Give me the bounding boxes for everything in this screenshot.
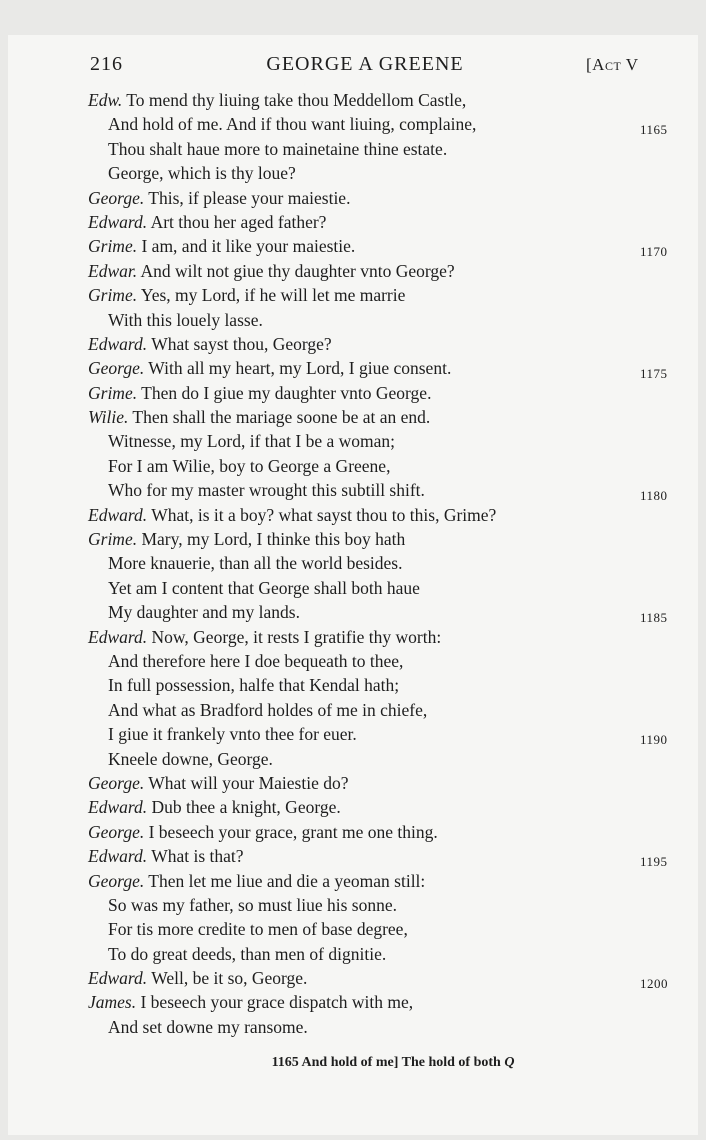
speech-text: Yes, my Lord, if he will let me marrie bbox=[137, 285, 406, 306]
line-text bbox=[108, 454, 390, 478]
speaker-name: James. bbox=[88, 992, 137, 1013]
line-text bbox=[88, 966, 307, 990]
speech-text: Witnesse, my Lord, if that I be a woman; bbox=[108, 431, 395, 452]
verse-line bbox=[0, 795, 706, 819]
verse-line bbox=[0, 332, 706, 356]
line-text bbox=[88, 210, 326, 234]
speech-text: For tis more credite to men of base degree, bbox=[108, 919, 408, 940]
speech-text: I am, and it like your maiestie. bbox=[137, 236, 356, 257]
speech-text: George, which is thy loue? bbox=[108, 163, 296, 184]
verse-line bbox=[0, 429, 706, 453]
footnote-text: 1165 And hold of me] The hold of both bbox=[271, 1055, 505, 1070]
line-number: 1200 bbox=[640, 976, 668, 992]
speech-text: Well, be it so, George. bbox=[147, 968, 308, 989]
speech-text: And set downe my ransome. bbox=[108, 1016, 308, 1037]
speaker-name: Edward. bbox=[88, 797, 148, 818]
line-text bbox=[88, 625, 441, 649]
verse-line bbox=[0, 454, 706, 478]
verse-line bbox=[0, 356, 706, 380]
speech-text: Then do I giue my daughter vnto George. bbox=[137, 382, 432, 403]
verse-line bbox=[0, 649, 706, 673]
line-text bbox=[108, 308, 263, 332]
verse-line bbox=[0, 990, 706, 1014]
speech-text: I beseech your grace, grant me one thing. bbox=[144, 821, 438, 842]
verse-line bbox=[0, 137, 706, 161]
speech-text: And wilt not giue thy daughter vnto George? bbox=[137, 260, 455, 281]
verse-line bbox=[0, 893, 706, 917]
speaker-name: Grime. bbox=[88, 529, 138, 550]
speech-text: My daughter and my lands. bbox=[108, 602, 300, 623]
speech-text: Then let me liue and die a yeoman still: bbox=[144, 870, 426, 891]
speaker-name: Edward. bbox=[88, 968, 148, 989]
speech-text: I beseech your grace dispatch with me, bbox=[136, 992, 414, 1013]
line-text bbox=[88, 259, 455, 283]
speaker-name: Edward. bbox=[88, 626, 148, 647]
speech-text: Art thou her aged father? bbox=[147, 211, 327, 232]
speaker-name: Edward. bbox=[88, 333, 148, 354]
speech-text: What is that? bbox=[147, 846, 244, 867]
line-text bbox=[88, 527, 405, 551]
line-text bbox=[108, 161, 296, 185]
line-text bbox=[108, 698, 427, 722]
verse-line bbox=[0, 503, 706, 527]
speaker-name: George. bbox=[88, 870, 145, 891]
footnote-siglum: Q bbox=[504, 1055, 515, 1070]
speech-text: And what as Bradford holdes of me in chiefe, bbox=[108, 699, 428, 720]
speech-text: Mary, my Lord, I thinke this boy hath bbox=[137, 529, 406, 550]
speech-text: With all my heart, my Lord, I giue consent. bbox=[144, 358, 452, 379]
line-text bbox=[88, 381, 431, 405]
speech-text: Now, George, it rests I gratifie thy worth: bbox=[147, 626, 442, 647]
speaker-name: Edward. bbox=[88, 504, 148, 525]
page-header bbox=[0, 50, 706, 80]
line-text bbox=[108, 722, 357, 746]
line-text bbox=[88, 503, 496, 527]
line-text bbox=[108, 942, 386, 966]
verse-line bbox=[0, 747, 706, 771]
verse-line bbox=[0, 942, 706, 966]
speech-text: For I am Wilie, boy to George a Greene, bbox=[108, 455, 391, 476]
footnote bbox=[40, 1055, 706, 1071]
verse-line bbox=[0, 527, 706, 551]
speech-text: Dub thee a knight, George. bbox=[147, 797, 341, 818]
verse-line bbox=[0, 820, 706, 844]
verse-line bbox=[0, 722, 706, 746]
line-text bbox=[88, 771, 349, 795]
speech-text: To mend thy liuing take thou Meddellom Castle, bbox=[122, 90, 467, 110]
speaker-name: George. bbox=[88, 358, 145, 379]
speaker-name: Edward. bbox=[88, 211, 148, 232]
line-text bbox=[108, 112, 476, 136]
speaker-name: Edward. bbox=[88, 846, 148, 867]
verse-line bbox=[0, 259, 706, 283]
line-text bbox=[88, 990, 413, 1014]
verse-line bbox=[0, 771, 706, 795]
verse-line bbox=[0, 283, 706, 307]
verse-line bbox=[0, 234, 706, 258]
line-text bbox=[88, 356, 451, 380]
speech-text: With this louely lasse. bbox=[108, 309, 263, 330]
speech-text: More knauerie, than all the world besides. bbox=[108, 553, 403, 574]
line-text bbox=[108, 649, 403, 673]
line-text bbox=[108, 747, 273, 771]
verse-line bbox=[0, 381, 706, 405]
speech-text: This, if please your maiestie. bbox=[144, 187, 351, 208]
speaker-name: George. bbox=[88, 821, 145, 842]
line-text bbox=[88, 869, 425, 893]
speech-text: To do great deeds, than men of dignitie. bbox=[108, 943, 387, 964]
line-text bbox=[108, 673, 399, 697]
line-text bbox=[108, 429, 395, 453]
verse-line bbox=[0, 576, 706, 600]
speech-text: And therefore here I doe bequeath to thee, bbox=[108, 650, 404, 671]
line-text bbox=[88, 88, 466, 112]
speaker-name: Edw. bbox=[88, 90, 123, 110]
speech-text: Thou shalt haue more to mainetaine thine estate. bbox=[108, 138, 448, 159]
line-text bbox=[88, 844, 244, 868]
verse-line bbox=[0, 112, 706, 136]
verse-line bbox=[0, 308, 706, 332]
speech-text: And hold of me. And if thou want liuing, complaine, bbox=[108, 114, 477, 135]
line-number: 1165 bbox=[640, 122, 668, 138]
line-number: 1180 bbox=[640, 488, 668, 504]
verse-line bbox=[0, 210, 706, 234]
page-number: 216 bbox=[90, 53, 123, 75]
verse-line bbox=[0, 478, 706, 502]
verse-line bbox=[0, 186, 706, 210]
speech-text: Then shall the mariage soone be at an end. bbox=[128, 407, 431, 428]
line-text bbox=[88, 405, 430, 429]
running-title: GEORGE A GREENE bbox=[266, 53, 464, 75]
verse-line bbox=[0, 869, 706, 893]
speech-text: What will your Maiestie do? bbox=[144, 772, 349, 793]
line-text bbox=[108, 917, 408, 941]
speaker-name: George. bbox=[88, 772, 145, 793]
line-text bbox=[108, 551, 403, 575]
speaker-name: Grime. bbox=[88, 285, 138, 306]
act-label: [Act V bbox=[586, 55, 639, 74]
line-text bbox=[88, 186, 350, 210]
speaker-name: George. bbox=[88, 187, 145, 208]
speech-text: So was my father, so must liue his sonne. bbox=[108, 894, 397, 915]
verse-line bbox=[0, 698, 706, 722]
speaker-name: Grime. bbox=[88, 382, 138, 403]
verse-line bbox=[0, 917, 706, 941]
verse-line bbox=[0, 405, 706, 429]
verse-line bbox=[0, 966, 706, 990]
speech-text: In full possession, halfe that Kendal hath; bbox=[108, 675, 400, 696]
speech-text: What, is it a boy? what sayst thou to this, Grime? bbox=[147, 504, 497, 525]
speaker-name: Wilie. bbox=[88, 407, 129, 428]
line-number: 1185 bbox=[640, 610, 668, 626]
verse-line bbox=[0, 625, 706, 649]
verse-line bbox=[0, 600, 706, 624]
line-text bbox=[108, 600, 300, 624]
line-text bbox=[88, 332, 332, 356]
verse-line bbox=[0, 88, 706, 112]
speech-text: Kneele downe, George. bbox=[108, 748, 273, 769]
line-text bbox=[88, 234, 355, 258]
line-text bbox=[88, 795, 341, 819]
verse-line bbox=[0, 844, 706, 868]
verse-line bbox=[0, 1015, 706, 1039]
verse-line bbox=[0, 551, 706, 575]
line-number: 1190 bbox=[640, 732, 668, 748]
line-number: 1170 bbox=[640, 244, 668, 260]
line-number: 1175 bbox=[640, 366, 668, 382]
speech-text: Yet am I content that George shall both haue bbox=[108, 577, 420, 598]
line-text bbox=[108, 893, 397, 917]
line-text bbox=[88, 283, 405, 307]
verse-line bbox=[0, 161, 706, 185]
speech-text: I giue it frankely vnto thee for euer. bbox=[108, 724, 357, 745]
line-text bbox=[108, 137, 447, 161]
line-text bbox=[108, 478, 425, 502]
line-text bbox=[88, 820, 438, 844]
verse-line bbox=[0, 673, 706, 697]
speech-text: What sayst thou, George? bbox=[147, 333, 332, 354]
verse-text bbox=[0, 88, 706, 1039]
line-number: 1195 bbox=[640, 854, 668, 870]
speaker-name: Grime. bbox=[88, 236, 138, 257]
line-text bbox=[108, 576, 420, 600]
line-text bbox=[108, 1015, 308, 1039]
speaker-name: Edwar. bbox=[88, 260, 138, 281]
speech-text: Who for my master wrought this subtill shift. bbox=[108, 480, 425, 501]
